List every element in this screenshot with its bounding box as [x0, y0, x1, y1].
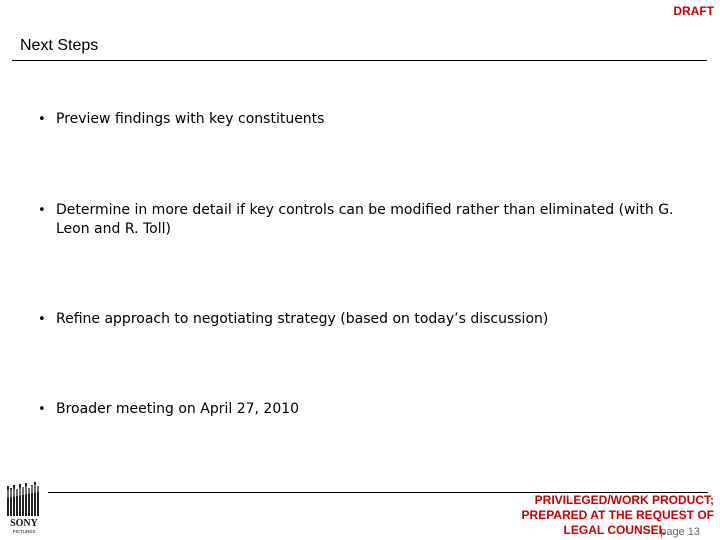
bullet-item-preview-findings	[38, 110, 678, 129]
bullet-text: Determine in more detail if key controls can be modified rather than eliminated (with G. Leon and R. Toll)	[56, 202, 674, 237]
logo-pictures-text: PICTURES	[12, 529, 36, 534]
bullet-text: Refine approach to negotiating strategy (based on today’s discussion)	[56, 311, 549, 327]
bullet-marker: •	[38, 112, 46, 127]
privileged-line-3: LEGAL COUNSEL	[563, 523, 666, 537]
privileged-line-1: PRIVILEGED/WORK PRODUCT;	[534, 493, 714, 507]
page-number: page 13	[660, 526, 700, 538]
sony-pictures-logo-icon	[4, 480, 44, 536]
bullet-text: Preview findings with key constituents	[56, 111, 325, 127]
bullet-marker: •	[38, 312, 46, 327]
privileged-line-2: PREPARED AT THE REQUEST OF	[521, 508, 714, 522]
bullet-item-key-controls	[38, 201, 678, 239]
page-title: Next Steps	[20, 37, 99, 54]
bullet-item-broader-meeting	[38, 400, 678, 419]
bullet-marker: •	[38, 203, 46, 218]
logo-sony-text: SONY	[10, 518, 38, 529]
bullet-text: Broader meeting on April 27, 2010	[56, 401, 300, 417]
draft-label: DRAFT	[673, 4, 714, 18]
bullet-marker: •	[38, 402, 46, 417]
bullet-item-negotiating-strategy	[38, 310, 678, 329]
